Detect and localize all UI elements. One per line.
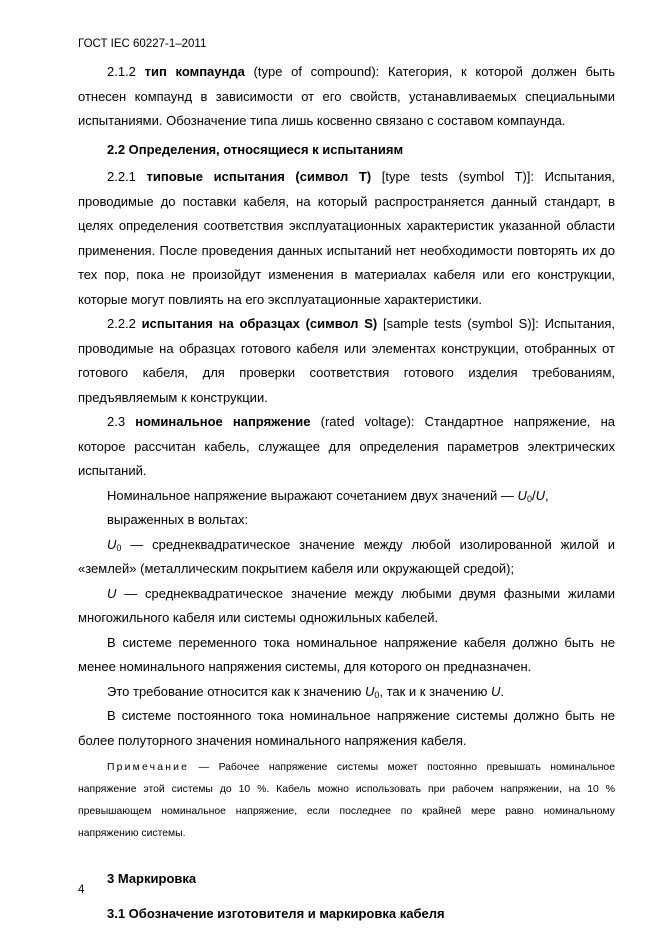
clause-number: 2.1.2: [107, 64, 145, 79]
clause-number: 2.3: [107, 414, 136, 429]
paragraph-dc: В системе постоянного тока номинальное напряжение системы должно быть не более полуторного значения номинального напряжения кабеля.: [78, 708, 615, 748]
section-2-2-title: 2.2 Определения, относящиеся к испытаниям: [107, 141, 404, 157]
section-3-1-title: 3.1 Обозначение изготовителя и маркировка кабеля: [107, 905, 445, 921]
note-label: Примечание: [107, 762, 190, 773]
clause-number: 2.2.1: [107, 169, 147, 184]
note: [78, 757, 615, 845]
clause-2-3: [78, 410, 615, 484]
clause-text: (rated voltage): Стандартное напряжение, на которое рассчитан кабель, служащее для определения параметров электрических испытаний.: [78, 414, 615, 478]
clause-text: [type tests (symbol T)]: Испытания, проводимые до поставки кабеля, на который распространяется данный стандарт, в целях определения соответствия эксплуатационных характеристик указанной области применения. После проведения данных испытаний нет необходимости повторять их до тех пор, пока не произойдут изменения в материалах кабеля или его конструкции, которые могут повлиять на его эксплуатационные характеристики.: [78, 169, 615, 307]
page-header: ГОСТ IEC 60227-1–2011: [78, 38, 207, 50]
clause-text: [sample tests (symbol S)]: Испытания, проводимые на образцах готового кабеля или элементах конструкции, отобранных от готового кабеля, для проверки соответствия готового изделия требованиям, предъявляемым к конструкции.: [78, 316, 616, 405]
section-3-title: 3 Маркировка: [107, 871, 197, 886]
page-content: [78, 60, 615, 926]
paragraph-requirement: Это требование относится как к значению $U_0$, так и к значению U.: [107, 683, 504, 700]
clause-2-2-1: [78, 165, 615, 312]
paragraph-expression: Номинальное напряжение выражают сочетанием двух значений — $U_0/U$,: [107, 487, 549, 504]
clause-term: тип компаунда: [144, 64, 245, 79]
symbol-u: U: [107, 536, 117, 552]
symbol-u: U: [535, 487, 545, 503]
paragraph-ac: В системе переменного тока номинальное напряжение кабеля должно быть не менее номинального напряжения системы, для которого он предназначен.: [78, 634, 615, 674]
paragraph-u0: $U_0$ — среднеквадратическое значение между любой изолированной жилой и «землей» (металлическим покрытием кабеля или окружающей средой);: [78, 536, 615, 576]
note-text: — Рабочее напряжение системы может постоянно превышать номинальное напряжение этой системы до 10 %. Кабель можно использовать при рабочем напряжении, на 10 % превышающем номинальное напряжение, если последнее по крайней мере равно номинальному напряжению системы.: [78, 762, 615, 839]
paragraph-u: U — среднеквадратическое значение между любыми двумя фазными жилами многожильного кабеля или системы одножильных кабелей.: [78, 585, 615, 625]
paragraph-expression-cont: выраженных в вольтах:: [107, 512, 249, 527]
clause-term: испытания на образцах (символ S): [141, 316, 378, 331]
symbol-u: U: [517, 487, 527, 503]
clause-text: (type of compound): Категория, к которой должен быть отнесен компаунд в зависимости от его свойств, устанавливаемых специальными испытаниями. Обозначение типа лишь косвенно связано с составом компаунда.: [78, 64, 615, 128]
clause-term: типовые испытания (символ T): [146, 169, 372, 184]
page-number: 4: [78, 884, 85, 896]
symbol-u: U: [107, 585, 117, 601]
clause-number: 2.2.2: [107, 316, 142, 331]
clause-term: номинальное напряжение: [135, 414, 311, 429]
clause-2-2-2: [78, 312, 615, 410]
clause-2-1-2: [78, 60, 615, 134]
